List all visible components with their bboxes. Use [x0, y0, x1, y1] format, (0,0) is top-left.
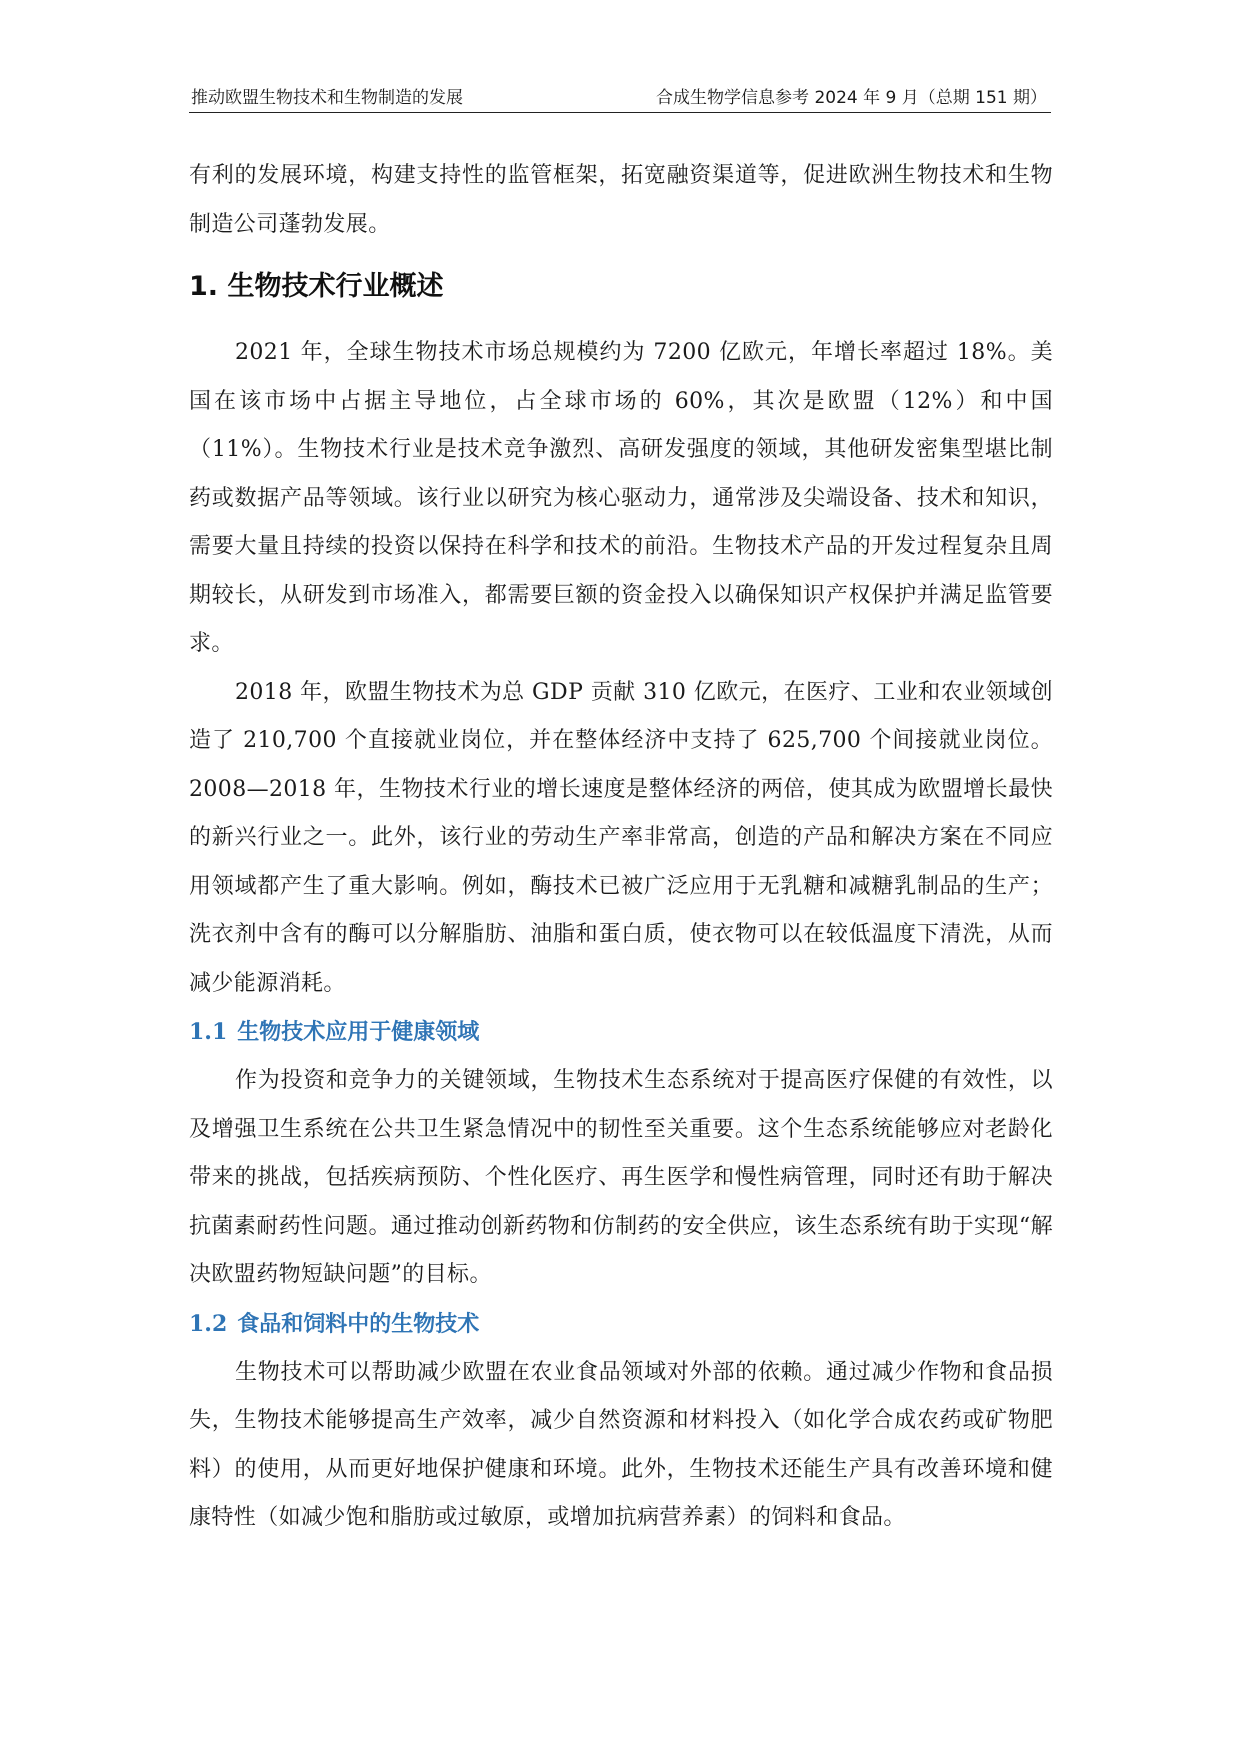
paragraph-food-feed: 生物技术可以帮助减少欧盟在农业食品领域对外部的依赖。通过减少作物和食品损失，生物技术能够提高生产效率，减少自然资源和材料投入（如化学合成农药或矿物肥料）的使用，从而更好地保护健康和环境。此外，生物技术还能生产具有改善环境和健康特性（如减少饱和脂肪或过敏原，或增加抗病营养素）的饲料和食品。: [189, 1359, 1053, 1530]
paragraph-market-overview: 2021 年，全球生物技术市场总规模约为 7200 亿欧元，年增长率超过 18%。美国在该市场中占据主导地位，占全球市场的 60%，其次是欧盟（12%）和中国（11%）。生物技术行业是技术竞争激烈、高研发强度的领域，其他研发密集型堪比制药或数据产品等领域。该行业以研究为核心驱动力，通常涉及尖端设备、技术和知识，需要大量且持续的投资以保持在科学和技术的前沿。生物技术产品的开发过程复杂且周期较长，从研发到市场准入，都需要巨额的资金投入以确保知识产权保护并满足监管要求。: [189, 340, 1053, 656]
subsection-title: 生物技术应用于健康领域: [237, 1020, 480, 1045]
section-heading: 1. 生物技术行业概述: [189, 271, 444, 302]
header-report-title: 推动欧盟生物技术和生物制造的发展: [191, 88, 463, 108]
running-header: [189, 86, 1051, 113]
page-content: [189, 152, 1053, 1543]
paragraph-health: 作为投资和竞争力的关键领域，生物技术生态系统对于提高医疗保健的有效性，以及增强卫生系统在公共卫生紧急情况中的韧性至关重要。这个生态系统能够应对老龄化带来的挑战，包括疾病预防、个性化医疗、再生医学和慢性病管理，同时还有助于解决抗菌素耐药性问题。通过推动创新药物和仿制药的安全供应，该生态系统有助于实现“解决欧盟药物短缺问题”的目标。: [189, 1068, 1053, 1287]
subsection-heading-food: [189, 1300, 1053, 1349]
subsection-number: 1.1: [189, 1019, 228, 1045]
intro-paragraph: 有利的发展环境，构建支持性的监管框架，拓宽融资渠道等，促进欧洲生物技术和生物制造公司蓬勃发展。: [189, 163, 1053, 237]
subsection-number: 1.2: [189, 1310, 228, 1337]
subsection-title: 食品和饲料中的生物技术: [237, 1311, 480, 1337]
paragraph-eu-contribution: 2018 年，欧盟生物技术为总 GDP 贡献 310 亿欧元，在医疗、工业和农业领域创造了 210,700 个直接就业岗位，并在整体经济中支持了 625,700 个间接就业岗位。2008—2018 年，生物技术行业的增长速度是整体经济的两倍，使其成为欧盟增长最快的新兴行业之一。此外，该行业的劳动生产率非常高，创造的产品和解决方案在不同应用领域都产生了重大影响。例如，酶技术已被广泛应用于无乳糖和减糖乳制品的生产；洗衣剂中含有的酶可以分解脂肪、油脂和蛋白质，使衣物可以在较低温度下清洗，从而减少能源消耗。: [189, 679, 1053, 996]
subsection-heading-health: [189, 1008, 1053, 1057]
header-issue-info: 合成生物学信息参考 2024 年 9 月（总期 151 期）: [656, 88, 1047, 108]
